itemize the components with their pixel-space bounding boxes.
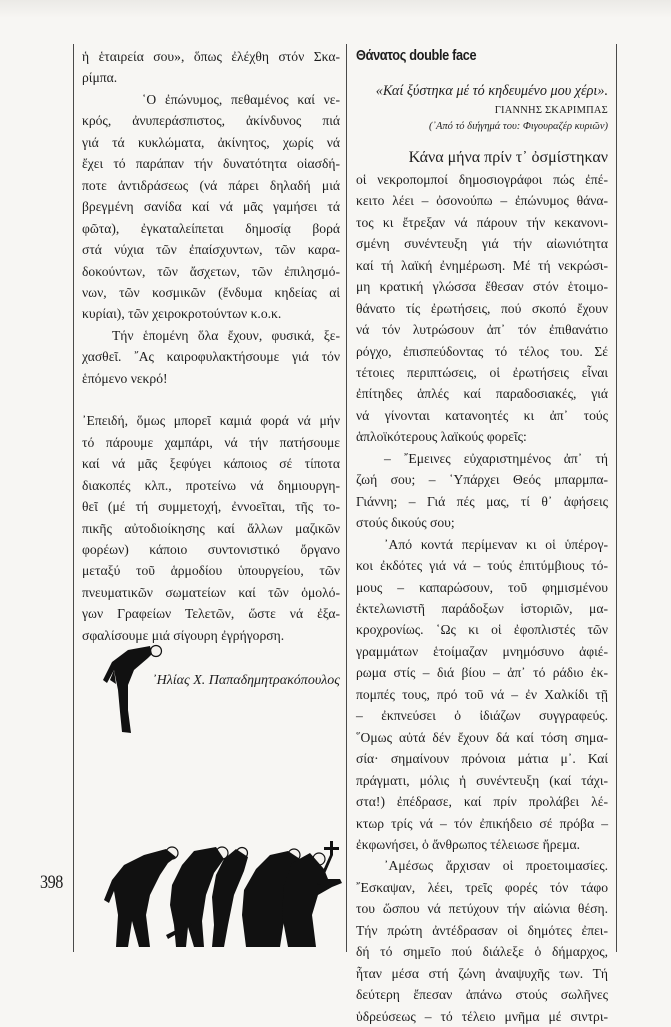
text-line: πνευματικῶν σωματείων καί τῶν ὁμολό- bbox=[82, 584, 340, 600]
text-line: – ῎Εμεινες εὐχαριστημένος ἀπ᾿ τή bbox=[384, 450, 608, 466]
text-line: σία· σημαίνουν πρόνοια μάτια μ᾿. Καί bbox=[356, 751, 608, 767]
text-line: τό πάρουμε χαμπάρι, νά τήν πατήσουμε bbox=[82, 434, 340, 450]
text-line: ἡ ἑταιρεία σου», ὅπως ἐλέχθη στόν Σκα- bbox=[82, 49, 340, 64]
text-line: τος κι ἔτρεξαν νά πάρουν τήν κεκανονι- bbox=[356, 214, 608, 230]
text-line: πικῆς αὐτοδιοίκησης καί ἄλλων μαζικῶν bbox=[82, 520, 340, 536]
text-line: στούς δικούς σου; bbox=[356, 515, 455, 531]
text-line: γιά τά κυκλώματα, ἀκίνητος, χωρίς νά bbox=[82, 134, 340, 150]
text-line: νά τόν λυτρώσουν ἀπ᾿ τόν ἐπιθανάτιο bbox=[356, 322, 608, 338]
paragraph-gap bbox=[82, 389, 340, 410]
text-line: πράγματι, μόλις ἡ συνέντευξη (καί τάχι- bbox=[356, 772, 608, 788]
text-line: κειτο λέει – ὀσονούπω – ἐπώνυμος θάνα- bbox=[356, 193, 608, 209]
text-line: – ἐκπνεύσει ὁ ἰδιάζων συγγραφεύς. bbox=[356, 708, 608, 724]
paragraph bbox=[356, 448, 608, 534]
text-line: κροχρονίως. ῾Ως κι οἱ ἐφοπλιστές τῶν bbox=[356, 622, 608, 638]
text-line: ῞Ομως αὐτά δέν ἔχουν δά καί τόση σημα- bbox=[356, 729, 608, 745]
text-line: γων Γραφείων Τελετῶν, ὥστε νά ἐξα- bbox=[82, 606, 340, 622]
center-column-rule bbox=[346, 44, 347, 952]
text-line: ἁπλοϊκότερους λαϊκούς φορεῖς: bbox=[356, 429, 527, 445]
text-line: καί νά μᾶς ξεφύγει κάποιος σέ τίποτα bbox=[82, 456, 340, 472]
text-line: ῎Εσκαψαν, λέει, τρεῖς φορές τόν τάφο bbox=[356, 879, 608, 895]
right-column-rule bbox=[616, 44, 617, 952]
text-line: δή τό σημεῖο πού διάλεξε ὁ δήμαρχος, bbox=[356, 944, 608, 960]
text-line: ᾿Επειδή, ὅμως μπορεῖ καμιά φορά νά μήν bbox=[82, 413, 340, 429]
text-line: πομπές τους, πρό τοῦ νά – ἐν Χαλκίδι τῇ bbox=[356, 686, 608, 702]
right-column bbox=[356, 46, 608, 1027]
paragraph bbox=[356, 534, 608, 856]
text-line: ποτε ἀντιδράσεως (νά πάρει δηλαδή μιά bbox=[82, 177, 340, 193]
text-line: Τήν πρώτη ἀντέδρασαν οἱ δημότες ἐπει- bbox=[356, 922, 608, 938]
text-line: ρόγχο, ἐπισπεύδοντας τό τέλος του. Σέ bbox=[356, 343, 608, 359]
text-line: Τήν ἑπομένη ὅλα ἔχουν, φυσικά, ξε- bbox=[112, 327, 340, 343]
text-line: γραμμάτων ἑτοίμαζαν μνημόσυνο ἀφιέ- bbox=[356, 643, 608, 659]
article-title: Θάνατος double face bbox=[356, 48, 477, 64]
text-line: ρίμπα. bbox=[82, 70, 118, 86]
text-line: στα!) ἐπέδρασε, καί πρίν προλάβει λέ- bbox=[356, 794, 608, 810]
page-top-shading bbox=[0, 0, 671, 18]
paragraph bbox=[82, 325, 340, 389]
author-signature: ᾿Ηλίας Χ. Παπαδημητρακόπουλος bbox=[151, 673, 340, 689]
paragraph bbox=[82, 89, 340, 325]
text-line: του ὥσπου νά πετύχουν τήν αἰώνια θέση. bbox=[356, 901, 608, 917]
paragraph bbox=[82, 46, 340, 89]
text-line: κυρίαι), τῶν χειροκροτούντων κ.ο.κ. bbox=[82, 306, 282, 322]
text-line: κοι ἐκδότες γιά νά – τούς ἐπιτύμβιους τό- bbox=[356, 558, 608, 574]
left-column bbox=[82, 46, 340, 692]
text-line: φῶτα), ἐγκαταλείπεται δημοσίᾳ βορά bbox=[82, 220, 340, 236]
text-line: ῾Ο ἐπώνυμος, πεθαμένος καί νε- bbox=[141, 91, 340, 107]
text-line: Γιάννη; – Γιά πές μας, τί θ᾿ ἀφήσεις bbox=[356, 493, 608, 509]
text-line: τέτοιες περιπτώσεις, οἱ ἐρωτήσεις εἶναι bbox=[356, 364, 608, 380]
text-line: δοκούντων, τῶν ἄσχετων, τῶν ἐπιλησμό- bbox=[82, 263, 340, 279]
text-line: ἑπόμενο νεκρό! bbox=[82, 370, 168, 386]
paragraph bbox=[82, 410, 340, 646]
text-line: μεταξύ τοῦ ἁρμοδίου ὑπουργείου, τῶν bbox=[82, 563, 340, 579]
text-line: ἦταν μέσα στή ζώνη ἀναψυχῆς των. Τή bbox=[356, 965, 608, 981]
bowing-man-icon bbox=[103, 646, 162, 734]
text-line: ἔχει τό παράπαν τήν δυνατότητα οἱασδή- bbox=[82, 156, 340, 172]
text-line: ᾿Αμέσως ἄρχισαν οἱ προετοιμασίες. bbox=[384, 858, 608, 874]
bowing-man-illustration bbox=[98, 640, 168, 736]
text-line: νων, τῶν κοσμικῶν (ἔνδυμα κηδείας αἱ bbox=[82, 284, 340, 300]
text-line: στά νύχια τῶν ἐπαίσχυντων, τῶν καρα- bbox=[82, 242, 340, 258]
text-line: θεῖ (μέ τή συμμετοχή, ἐννοεῖται, τῆς το- bbox=[82, 499, 340, 515]
text-line: ὑδρεύσεως – τό τέλειο μνῆμα μέ σιντρι- bbox=[356, 1008, 608, 1024]
text-line: μους – καπαρώσουν, τοῦ φημισμένου bbox=[356, 579, 608, 595]
text-line: καί τή λαϊκή ἐνημέρωση. Μέ τή νεκρώσι- bbox=[356, 257, 608, 273]
left-column-rule bbox=[73, 44, 74, 952]
page-number: 398 bbox=[40, 872, 63, 893]
text-line: ἐκφωνήσει, ὁ ἄνθρωπος τέλειωσε ἤρεμα. bbox=[356, 836, 581, 852]
text-line: μη κρατική γλώσσα ἔθεσαν στόν ἑτοιμο- bbox=[356, 279, 608, 295]
text-line: χασθεῖ. ῎Ας καιροφυλακτήσουμε γιά τόν bbox=[82, 349, 340, 365]
procession-illustration bbox=[84, 835, 344, 950]
lead-line: Κάνα μήνα πρίν τ᾿ ὀσμίστηκαν bbox=[408, 148, 608, 166]
text-line: κρός, ἀνυπεράσπιστος, ἀκίνδυνος πιά bbox=[82, 113, 340, 129]
text-line: νά γίνονται κατανοητές κι ἀπ᾿ τούς bbox=[356, 407, 608, 423]
text-line: ἐπίτηδες ἁπλές καί παραδοσιακές, γιά bbox=[356, 386, 608, 402]
text-line: θάνατο τίς ἐρωτήσεις, πού σκοπό ἔχουν bbox=[356, 300, 608, 316]
text-line: οἱ νεκροπομποί δημοσιογράφοι πώς ἐπέ- bbox=[356, 171, 608, 187]
text-line: ρωμα στίς – διά βίου – ἀπ᾿ τό ράδιο ἐκ- bbox=[356, 665, 608, 681]
text-line: ᾿Από κοντά περίμεναν κι οἱ ὑπέρογ- bbox=[384, 536, 608, 552]
text-line: σφαλίσουμε μιά σίγουρη ἐγρήγορση. bbox=[82, 627, 285, 643]
text-line: κτωρ τρίς νά – τόν ἐπικήδειο σέ πρόβα – bbox=[356, 815, 608, 831]
text-line: βρεγμένη σανίδα καί νά μᾶς γαμήσει τά bbox=[82, 199, 340, 215]
text-line: φορέων) κάποιο συντονιστικό ὄργανο bbox=[82, 541, 340, 557]
text-line: σμένη συνέντευξη γιά τήν αἰωνιότητα bbox=[356, 236, 608, 252]
text-line: δεύτερη ἔπεσαν ἀπάνω στούς σωλῆνες bbox=[356, 987, 608, 1003]
text-line: ἐκτελωνιστῆ παράδοξων ἱστοριῶν, μα- bbox=[356, 600, 608, 616]
epigraph-author: ΓΙΑΝΝΗΣ ΣΚΑΡΙΜΠΑΣ bbox=[494, 104, 608, 116]
text-line: ζωή σου; – ῾Υπάρχει Θεός μπαρμπα- bbox=[356, 472, 608, 488]
epigraph-source: (᾿Από τό διήγημά του: Φιγουραζέρ κυριῶν) bbox=[429, 120, 608, 132]
paragraph bbox=[356, 855, 608, 1027]
epigraph-quote: «Καί ξύστηκα μέ τό κηδευμένο μου χέρι». bbox=[375, 83, 608, 100]
text-line: διακοπές κλπ., προτείνω νά δημιουργη- bbox=[82, 477, 340, 493]
paragraph bbox=[356, 169, 608, 448]
